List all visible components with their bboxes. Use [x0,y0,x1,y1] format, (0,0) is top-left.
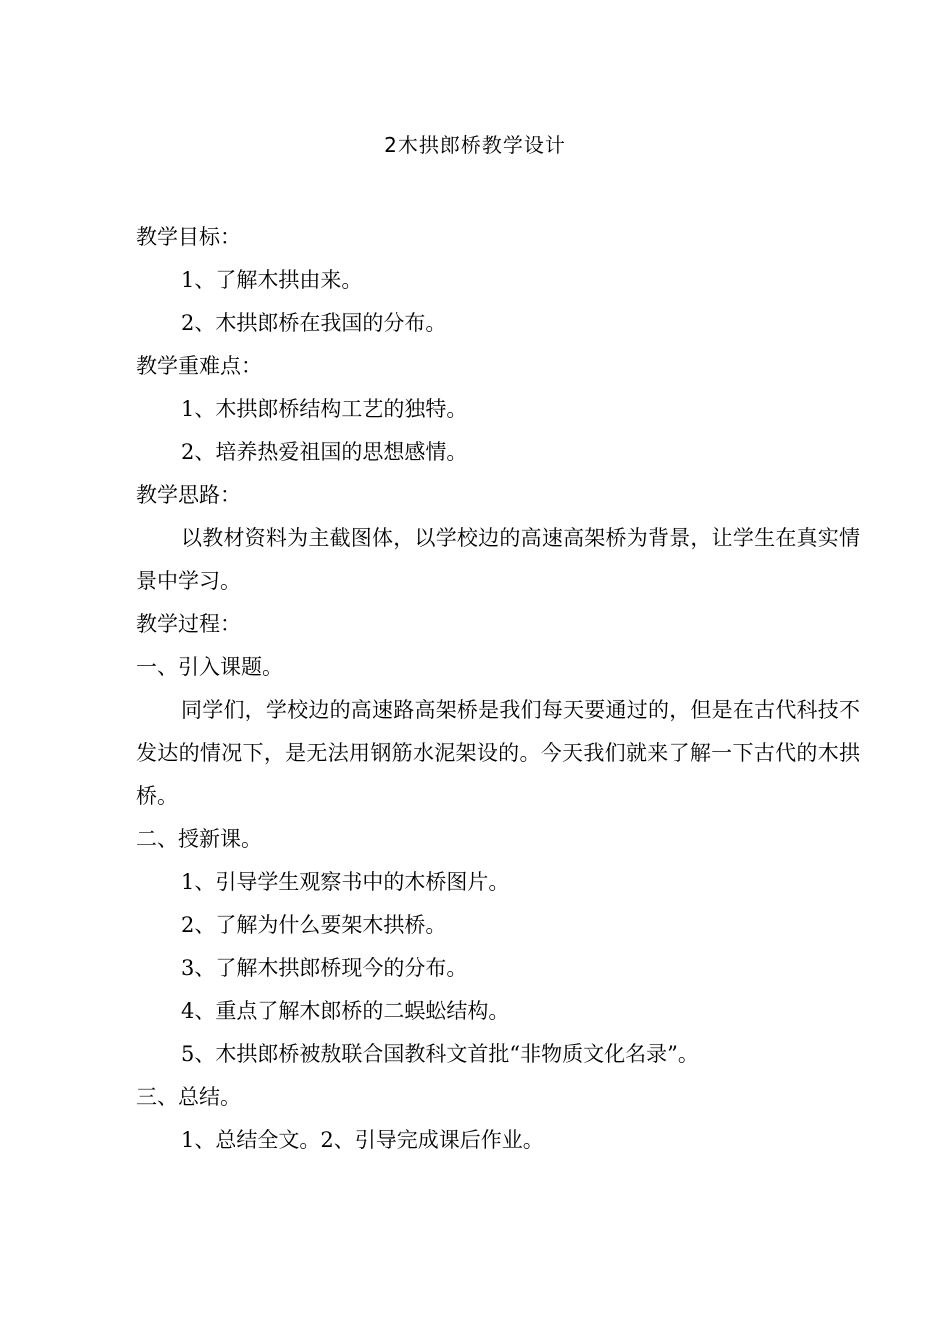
approach-paragraph: 以教材资料为主截图体，以学校边的高速高架桥为背景，让学生在真实情景中学习。 [136,526,860,593]
new-lesson-item-1: 1、引导学生观察书中的木桥图片。 [181,870,510,894]
new-lesson-item-5: 5、木拱郎桥被敖联合国教科文首批“非物质文化名录”。 [181,1042,699,1066]
goals-heading: 教学目标： [136,225,241,249]
goal-item-2: 2、木拱郎桥在我国的分布。 [181,311,447,335]
key-points-heading: 教学重难点： [136,354,262,378]
process-heading: 教学过程： [136,612,241,636]
intro-paragraph: 同学们，学校边的高速路高架桥是我们每天要通过的，但是在古代科技不发达的情况下，是无法用钢筋水泥架设的。今天我们就来了解一下古代的木拱桥。 [136,698,860,808]
section-1-heading: 一、引入课题。 [136,655,283,679]
key-point-2: 2、培养热爱祖国的思想感情。 [181,440,468,464]
approach-heading: 教学思路： [136,483,241,507]
section-3-heading: 三、总结。 [136,1085,241,1109]
section-2-heading: 二、授新课。 [136,827,262,851]
key-point-1: 1、木拱郎桥结构工艺的独特。 [181,397,468,421]
new-lesson-item-2: 2、了解为什么要架木拱桥。 [181,913,447,937]
summary-item: 1、总结全文。2、引导完成课后作业。 [181,1128,544,1152]
new-lesson-item-3: 3、了解木拱郎桥现今的分布。 [181,956,468,980]
goal-item-1: 1、了解木拱由来。 [181,268,363,292]
document-title: 2木拱郎桥教学设计 [384,133,566,157]
new-lesson-item-4: 4、重点了解木郎桥的二蜈蚣结构。 [181,999,510,1023]
document-body [136,216,860,1162]
